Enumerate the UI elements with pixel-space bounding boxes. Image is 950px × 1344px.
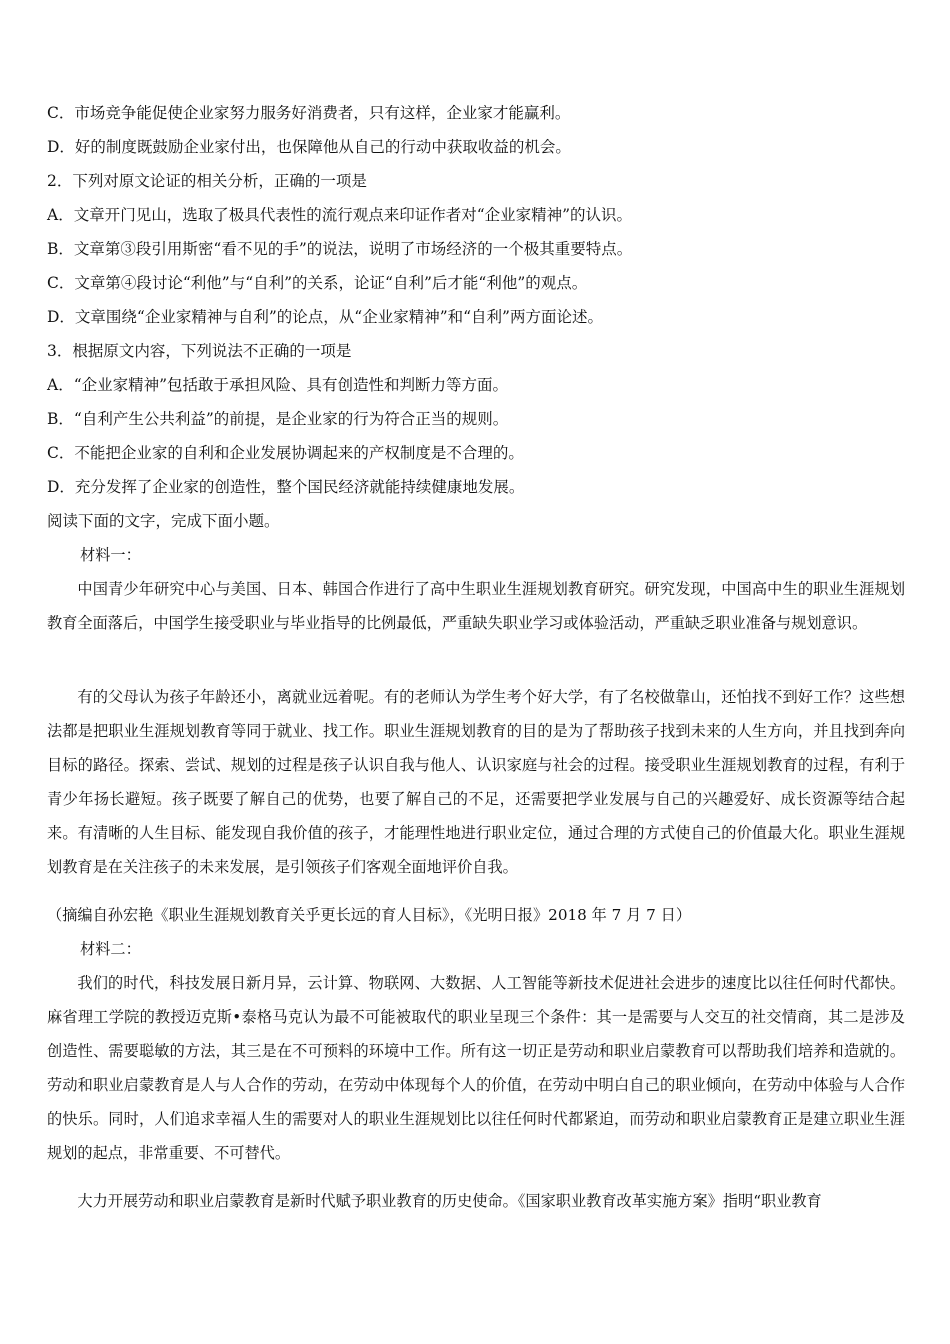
q3-option-a: A．“企业家精神”包括敢于承担风险、具有创造性和判断力等方面。: [47, 376, 509, 394]
q1-option-c: C．市场竞争能促使企业家努力服务好消费者，只有这样，企业家才能赢利。: [47, 104, 571, 122]
q2-option-d: D．文章围绕“企业家精神与自利”的论点，从“企业家精神”和“自利”两方面论述。: [47, 308, 603, 326]
q3-option-d: D．充分发挥了企业家的创造性，整个国民经济就能持续健康地发展。: [47, 478, 525, 496]
material2-paragraph-2: 大力开展劳动和职业启蒙教育是新时代赋予职业教育的历史使命。《国家职业教育改革实施方案》指明“职业教育: [77, 1192, 822, 1210]
q2-option-c: C．文章第④段讨论“利他”与“自利”的关系，论证“自利”后才能“利他”的观点。: [47, 274, 588, 292]
q2-option-a: A．文章开门见山，选取了极具代表性的流行观点来印证作者对“企业家精神”的认识。: [47, 206, 633, 224]
q2-stem: 2．下列对原文论证的相关分析，正确的一项是: [47, 172, 367, 190]
material1-label: 材料一：: [80, 546, 141, 564]
material1-paragraph-1: 中国青少年研究中心与美国、日本、韩国合作进行了高中生职业生涯规划教育研究。研究发现，中国高中生的职业生涯规划教育全面落后，中国学生接受职业与毕业指导的比例最低，严重缺失职业学习或体验活动，严重缺乏职业准备与规划意识。: [47, 580, 905, 632]
material1-source: （摘编自孙宏艳《职业生涯规划教育关乎更长远的育人目标》，《光明日报》2018 年 7 月 7 日）: [47, 906, 692, 924]
reading-instruction: 阅读下面的文字，完成下面小题。: [47, 512, 280, 530]
q3-stem: 3．根据原文内容，下列说法不正确的一项是: [47, 342, 352, 360]
material2-paragraph-1: 我们的时代，科技发展日新月异，云计算、物联网、大数据、人工智能等新技术促进社会进步的速度比以往任何时代都快。麻省理工学院的教授迈克斯•泰格马克认为最不可能被取代的职业呈现三个条件：其一是需要与人交互的社交情商，其二是涉及创造性、需要聪敏的方法，其三是在不可预料的环境中工作。所有这一切正是劳动和职业启蒙教育可以帮助我们培养和造就的。劳动和职业启蒙教育是人与人合作的劳动，在劳动中体现每个人的价值，在劳动中明白自己的职业倾向，在劳动中体验与人合作的快乐。同时，人们追求幸福人生的需要对人的职业生涯规划比以往任何时代都紧迫，而劳动和职业启蒙教育正是建立职业生涯规划的起点，非常重要、不可替代。: [47, 974, 905, 1162]
q3-option-c: C．不能把企业家的自利和企业发展协调起来的产权制度是不合理的。: [47, 444, 524, 462]
material2-label: 材料二：: [80, 940, 141, 958]
q3-option-b: B．“自利产生公共利益”的前提，是企业家的行为符合正当的规则。: [47, 410, 509, 428]
q1-option-d: D．好的制度既鼓励企业家付出，也保障他从自己的行动中获取收益的机会。: [47, 138, 571, 156]
q2-option-b: B．文章第③段引用斯密“看不见的手”的说法，说明了市场经济的一个极其重要特点。: [47, 240, 633, 258]
material1-paragraph-2: 有的父母认为孩子年龄还小，离就业远着呢。有的老师认为学生考个好大学，有了名校做靠山，还怕找不到好工作？这些想法都是把职业生涯规划教育等同于就业、找工作。职业生涯规划教育的目的是为了帮助孩子找到未来的人生方向，并且找到奔向目标的路径。探索、尝试、规划的过程是孩子认识自我与他人、认识家庭与社会的过程。接受职业生涯规划教育的过程，有利于青少年扬长避短。孩子既要了解自己的优势，也要了解自己的不足，还需要把学业发展与自己的兴趣爱好、成长资源等结合起来。有清晰的人生目标、能发现自我价值的孩子，才能理性地进行职业定位，通过合理的方式使自己的价值最大化。职业生涯规划教育是在关注孩子的未来发展，是引领孩子们客观全面地评价自我。: [47, 688, 905, 876]
